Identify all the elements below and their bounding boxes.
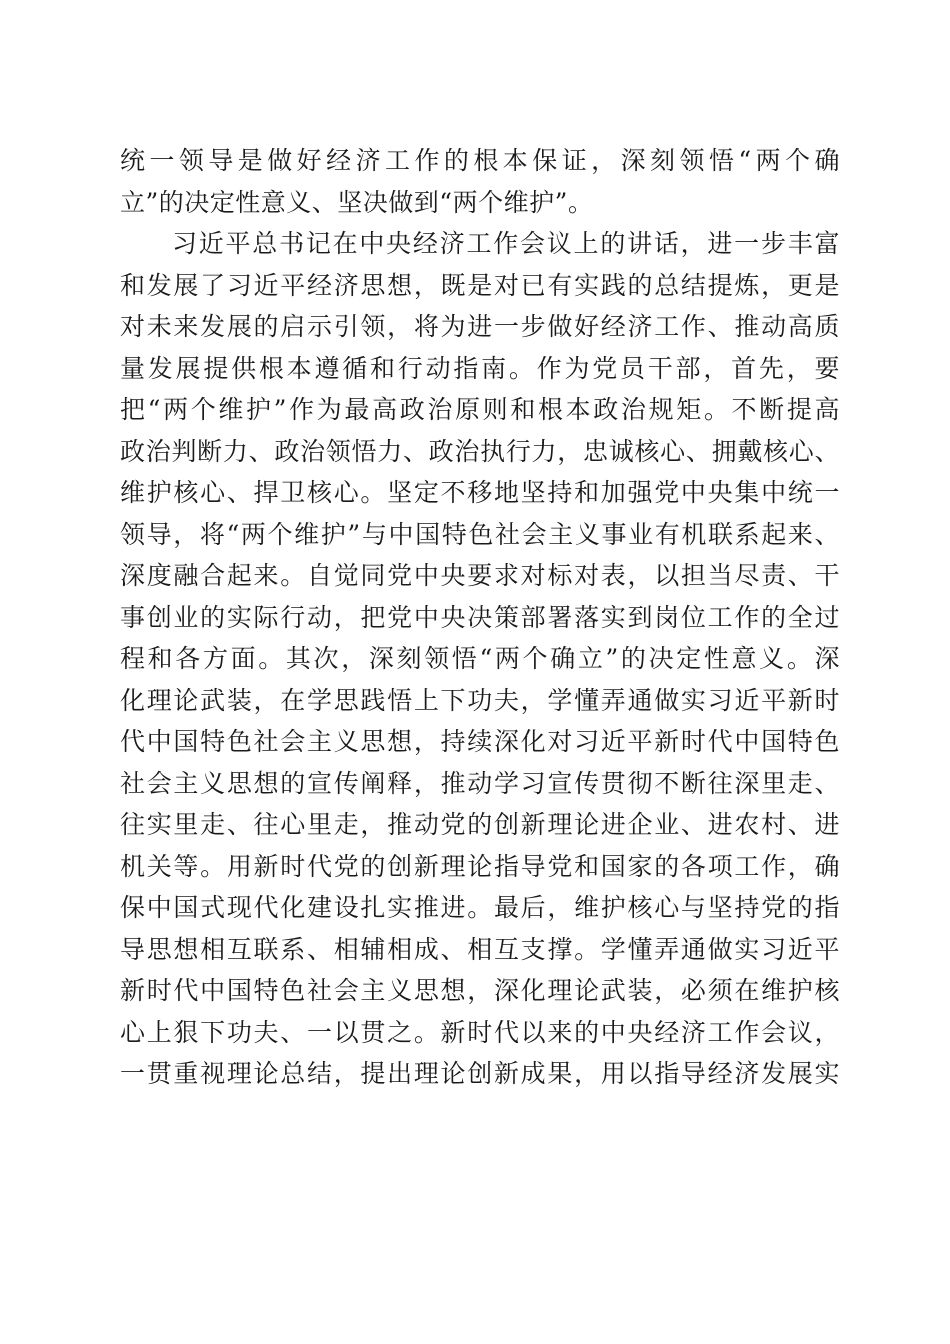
text-line: 领导，将“两个维护”与中国特色社会主义事业有机联系起来、 [120, 519, 840, 549]
text-line: 维护核心、捍卫核心。坚定不移地坚持和加强党中央集中统一 [120, 478, 840, 507]
text-line: 深度融合起来。自觉同党中央要求对标对表，以担当尽责、干 [120, 561, 840, 590]
text-line: 政治判断力、政治领悟力、政治执行力，忠诚核心、拥戴核心、 [120, 436, 840, 466]
text-line: 心上狠下功夫、一以贯之。新时代以来的中央经济工作会议， [120, 1017, 840, 1047]
text-line: 保中国式现代化建设扎实推进。最后，维护核心与坚持党的指 [120, 893, 840, 922]
text-line: 统一领导是做好经济工作的根本保证，深刻领悟“两个确 [120, 146, 840, 175]
text-line: 新时代中国特色社会主义思想，深化理论武装，必须在维护核 [120, 976, 840, 1005]
text-line: 和发展了习近平经济思想，既是对已有实践的总结提炼，更是 [120, 270, 840, 300]
text-line: 机关等。用新时代党的创新理论指导党和国家的各项工作，确 [120, 851, 840, 881]
body-text [120, 140, 840, 1095]
text-line: 立”的决定性意义、坚决做到“两个维护”。 [120, 187, 594, 217]
text-line: 对未来发展的启示引领，将为进一步做好经济工作、推动高质 [120, 312, 840, 341]
text-line: 导思想相互联系、相辅相成、相互支撑。学懂弄通做实习近平 [120, 934, 840, 964]
text-line: 习近平总书记在中央经济工作会议上的讲话，进一步丰富 [172, 229, 840, 258]
text-line: 化理论武装，在学思践悟上下功夫，学懂弄通做实习近平新时 [120, 685, 840, 715]
text-line: 事创业的实际行动，把党中央决策部署落实到岗位工作的全过 [120, 602, 840, 632]
text-line: 社会主义思想的宣传阐释，推动学习宣传贯彻不断往深里走、 [120, 768, 840, 798]
text-line: 程和各方面。其次，深刻领悟“两个确立”的决定性意义。深 [120, 644, 840, 673]
text-line: 一贯重视理论总结，提出理论创新成果，用以指导经济发展实 [120, 1059, 840, 1088]
text-line: 量发展提供根本遵循和行动指南。作为党员干部，首先，要 [120, 353, 840, 383]
text-line: 代中国特色社会主义思想，持续深化对习近平新时代中国特色 [120, 727, 840, 756]
text-line: 把“两个维护”作为最高政治原则和根本政治规矩。不断提高 [120, 395, 840, 424]
text-line: 往实里走、往心里走，推动党的创新理论进企业、进农村、进 [120, 810, 840, 839]
